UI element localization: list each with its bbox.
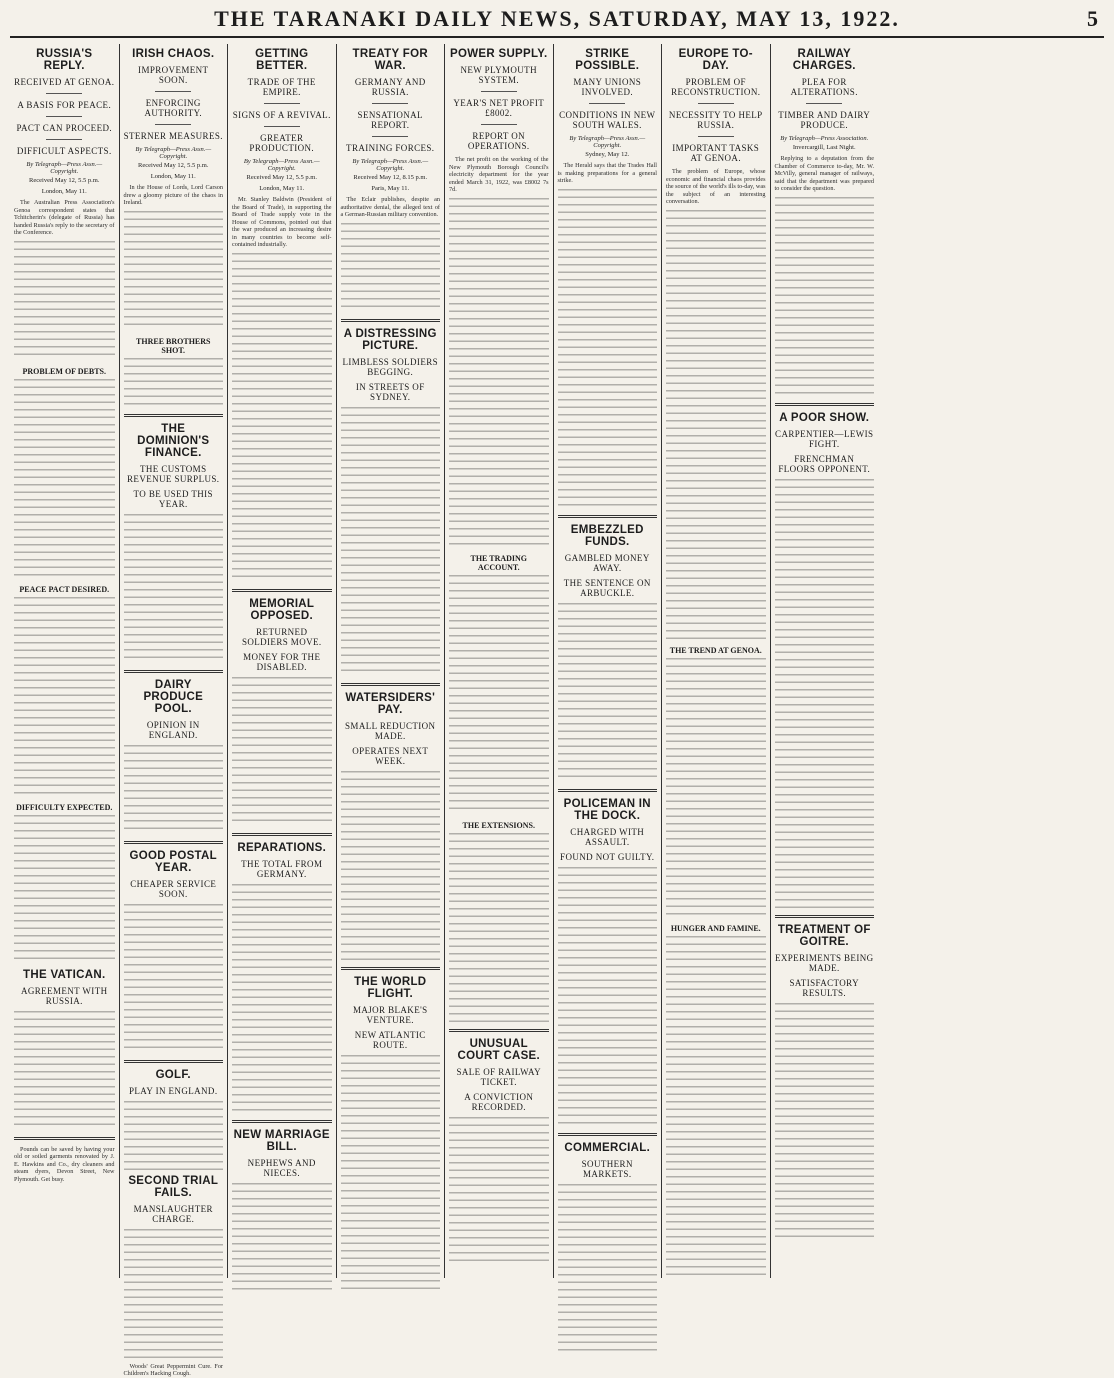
credit-line: By Telegraph—Press Assn.—Copyright. — [569, 135, 646, 149]
page-number: 5 — [1087, 6, 1098, 31]
headline: THE VATICAN. — [23, 968, 106, 981]
headline: EUROPE TO-DAY. — [678, 48, 753, 72]
headline: RUSSIA'S REPLY. — [36, 48, 93, 72]
deck: AGREEMENT WITH RUSSIA. — [20, 985, 108, 1006]
headline: POWER SUPPLY. — [450, 48, 548, 60]
divider — [449, 1029, 549, 1032]
article-text: The net profit on the working of the New Plymouth Borough Council's electricity department for the year ended March 31, 1922, was £8002 7s 7d. — [449, 156, 549, 193]
place-line: London, May 11. — [41, 188, 87, 195]
divider — [558, 515, 658, 518]
headline: GOOD POSTAL YEAR. — [129, 849, 217, 874]
dateline: Received May 12, 8.15 p.m. — [353, 174, 428, 181]
headline: SECOND TRIAL FAILS. — [128, 1174, 219, 1199]
credit-line: By Telegraph—Press Assn.—Copyright. — [135, 146, 212, 160]
deck: EXPERIMENTS BEING MADE. — [774, 952, 874, 973]
deck: RETURNED SOLDIERS MOVE. — [241, 626, 322, 647]
article-text-block — [14, 241, 115, 361]
column-getting-better — [227, 44, 336, 1278]
deck: THE TOTAL FROM GERMANY. — [241, 858, 323, 879]
divider — [124, 414, 224, 417]
headline: EMBEZZLED FUNDS. — [570, 523, 644, 548]
divider — [232, 833, 332, 836]
subheading: THE EXTENSIONS. — [462, 820, 535, 830]
newspaper-title: THE TARANAKI DAILY NEWS, SATURDAY, MAY 13, 1922. — [214, 6, 900, 31]
deck: CONDITIONS IN NEW SOUTH WALES. — [559, 110, 656, 130]
divider — [155, 124, 191, 125]
article-text-block — [558, 1184, 658, 1354]
deck: RECEIVED AT GENOA. — [14, 77, 115, 87]
subheading: HUNGER AND FAMINE. — [670, 923, 761, 933]
subheading: THE TREND AT GENOA. — [669, 645, 762, 655]
deck: SATISFACTORY RESULTS. — [789, 977, 859, 998]
article-text-block — [775, 1003, 875, 1243]
article-text-block — [14, 379, 115, 579]
deck: NEW PLYMOUTH SYSTEM. — [460, 65, 537, 85]
divider — [558, 789, 658, 792]
deck: GAMBLED MONEY AWAY. — [564, 552, 650, 573]
article-text-block — [558, 867, 658, 1127]
article-text-block — [558, 189, 658, 509]
divider — [775, 403, 875, 406]
divider — [372, 103, 408, 104]
deck: IMPORTANT TASKS AT GENOA. — [672, 143, 760, 163]
deck: TO BE USED THIS YEAR. — [133, 488, 213, 509]
deck: PACT CAN PROCEED. — [16, 123, 113, 133]
divider — [14, 1137, 115, 1140]
headline: REPARATIONS. — [237, 841, 327, 854]
deck: SALE OF RAILWAY TICKET. — [456, 1066, 541, 1087]
column-treaty-for-war — [336, 44, 445, 1278]
divider — [124, 841, 224, 844]
deck: NEPHEWS AND NIECES. — [247, 1157, 316, 1178]
headline: POLICEMAN IN THE DOCK. — [563, 797, 651, 822]
divider — [232, 589, 332, 592]
column-europe-to-day — [661, 44, 770, 1278]
deck: SOUTHERN MARKETS. — [581, 1158, 633, 1179]
deck: REPORT ON OPERATIONS. — [467, 131, 530, 151]
advertisement-text: Woods' Great Peppermint Cure. For Children's Hacking Cough. — [123, 1362, 223, 1377]
article-text-block — [232, 1183, 332, 1293]
divider — [341, 319, 441, 322]
article-text-block — [232, 677, 332, 827]
article-text: The Herald says that the Trades Hall is making preparations for a general strike. — [557, 162, 657, 184]
subheading: PROBLEM OF DEBTS. — [22, 366, 106, 376]
subheading: THE TRADING ACCOUNT. — [470, 553, 528, 572]
advertisement-text: Pounds can be saved by having your old or soiled garments renovated by J. E. Hawkins and Co., dry cleaners and steam dyers, Devon Street, New Plymouth. Get busy. — [14, 1145, 115, 1183]
article-text-block — [124, 904, 224, 1054]
divider — [46, 116, 82, 117]
headline: COMMERCIAL. — [564, 1141, 651, 1154]
headline: A POOR SHOW. — [779, 411, 870, 424]
subheading: DIFFICULTY EXPECTED. — [16, 802, 113, 812]
article-text-block — [775, 479, 875, 909]
deck: MONEY FOR THE DISABLED. — [243, 651, 321, 672]
divider — [264, 126, 300, 127]
deck: THE SENTENCE ON ARBUCKLE. — [563, 577, 651, 598]
divider — [232, 1120, 332, 1123]
article-text-block — [449, 575, 549, 815]
article-text-block — [124, 514, 224, 664]
deck: YEAR'S NET PROFIT £8002. — [453, 98, 545, 118]
headline: THE DOMINION'S FINANCE. — [137, 422, 210, 459]
headline: STRIKE POSSIBLE. — [575, 48, 640, 72]
deck: STERNER MEASURES. — [123, 131, 223, 141]
deck: OPINION IN ENGLAND. — [146, 719, 200, 740]
deck: DIFFICULT ASPECTS. — [16, 146, 112, 156]
subheading: THREE BROTHERS SHOT. — [136, 336, 211, 355]
credit-line: By Telegraph—Press Assn.—Copyright. — [26, 161, 103, 175]
article-text-block — [124, 211, 224, 331]
place-line: London, May 11. — [259, 185, 305, 192]
column-strike-possible — [553, 44, 662, 1278]
credit-line: By Telegraph—Press Association. — [780, 135, 869, 142]
article-text-block — [14, 597, 115, 797]
headline: DAIRY PRODUCE POOL. — [143, 678, 204, 715]
article-text-block — [449, 833, 549, 1023]
article-text: Mr. Stanley Baldwin (President of the Board of Trade), in supporting the Board of Trade supply vote in the House of Commons, pointed out that the war produced an increasing desire in many countries to become self-contained industrially. — [232, 196, 332, 248]
column-russias-reply — [10, 44, 119, 1278]
divider — [124, 670, 224, 673]
credit-line: By Telegraph—Press Assn.—Copyright. — [243, 158, 320, 172]
divider — [806, 103, 842, 104]
column-railway-charges — [770, 44, 879, 1278]
deck: IN STREETS OF SYDNEY. — [355, 381, 425, 402]
deck: NEW ATLANTIC ROUTE. — [354, 1029, 426, 1050]
article-text-block — [341, 407, 441, 677]
divider — [155, 91, 191, 92]
divider — [698, 103, 734, 104]
column-power-supply — [444, 44, 553, 1278]
deck: GERMANY AND RUSSIA. — [354, 77, 426, 97]
deck: TRADE OF THE EMPIRE. — [247, 77, 316, 97]
deck: A CONVICTION RECORDED. — [464, 1091, 534, 1112]
divider — [775, 915, 875, 918]
article-text-block — [232, 253, 332, 583]
dateline: Received May 12, 5.5 p.m. — [246, 174, 317, 181]
divider — [341, 967, 441, 970]
subheading: PEACE PACT DESIRED. — [19, 584, 110, 594]
deck: SMALL REDUCTION MADE. — [345, 720, 436, 741]
article-text: The Eclair publishes, despite an authoritative denial, the alleged text of a German-Russian military convention. — [340, 196, 440, 218]
article-text-block — [666, 210, 766, 640]
deck: TRAINING FORCES. — [346, 143, 435, 153]
deck: SIGNS OF A REVIVAL. — [232, 110, 331, 120]
article-text-block — [124, 745, 224, 835]
deck: SENSATIONAL REPORT. — [357, 110, 423, 130]
divider — [46, 139, 82, 140]
headline: WATERSIDERS' PAY. — [345, 691, 436, 716]
article-text: In the House of Lords, Lord Carson drew a gloomy picture of the chaos in Ireland. — [123, 184, 223, 206]
deck: OPERATES NEXT WEEK. — [352, 745, 429, 766]
deck: ENFORCING AUTHORITY. — [144, 98, 203, 118]
article-text-block — [232, 884, 332, 1114]
deck: MANSLAUGHTER CHARGE. — [133, 1203, 213, 1224]
article-text-block — [666, 658, 766, 918]
headline: UNUSUAL COURT CASE. — [457, 1037, 541, 1062]
credit-line: By Telegraph—Press Assn.—Copyright. — [352, 158, 429, 172]
article-text-block — [14, 1011, 115, 1131]
deck: PLAY IN ENGLAND. — [129, 1085, 218, 1096]
headline: TREATMENT OF GOITRE. — [777, 923, 871, 948]
headline: MEMORIAL OPPOSED. — [249, 597, 315, 622]
divider — [341, 683, 441, 686]
deck: IMPROVEMENT SOON. — [138, 65, 209, 85]
deck: LIMBLESS SOLDIERS BEGGING. — [342, 356, 439, 377]
article-text-block — [124, 1229, 224, 1359]
article-text-block — [558, 603, 658, 783]
deck: TIMBER AND DAIRY PRODUCE. — [778, 110, 871, 130]
place-line: Sydney, May 12. — [585, 151, 630, 158]
divider — [698, 136, 734, 137]
deck: A BASIS FOR PEACE. — [17, 100, 112, 110]
article-text-block — [341, 223, 441, 313]
divider — [481, 91, 517, 92]
place-line: London, May 11. — [150, 173, 196, 180]
column-irish-chaos — [119, 44, 228, 1377]
article-text-block — [341, 771, 441, 961]
article-text: The Australian Press Association's Genoa correspondent states that Tchitcherin's (delegate of Russia) has handed Russia's reply to the secretary of the Conference. — [14, 199, 115, 236]
article-text-block — [124, 1101, 224, 1171]
article-text-block — [775, 197, 875, 397]
divider — [124, 1060, 224, 1063]
divider — [481, 124, 517, 125]
headline: GETTING BETTER. — [255, 48, 309, 72]
article-text-block — [14, 815, 115, 965]
deck: CHEAPER SERVICE SOON. — [130, 878, 217, 899]
article-text-block — [124, 358, 224, 408]
deck: NECESSITY TO HELP RUSSIA. — [668, 110, 763, 130]
place-line: Paris, May 11. — [371, 185, 410, 192]
deck: GREATER PRODUCTION. — [249, 133, 315, 153]
headline: THE WORLD FLIGHT. — [354, 975, 427, 1000]
divider — [46, 93, 82, 94]
divider — [589, 103, 625, 104]
headline: A DISTRESSING PICTURE. — [343, 327, 437, 352]
deck: MAJOR BLAKE'S VENTURE. — [352, 1004, 428, 1025]
deck: PROBLEM OF RECONSTRUCTION. — [671, 77, 761, 97]
article-text-block — [449, 198, 549, 548]
headline: TREATY FOR WAR. — [352, 48, 428, 72]
article-text: The problem of Europe, whose economic and financial chaos provides the source of the world's ills to-day, was the subject of an interesting conversation. — [666, 168, 766, 205]
divider — [372, 136, 408, 137]
headline: GOLF. — [155, 1068, 191, 1081]
deck: MANY UNIONS INVOLVED. — [573, 77, 642, 97]
place-line: Invercargill, Last Night. — [792, 144, 856, 151]
deck: CHARGED WITH ASSAULT. — [570, 826, 645, 847]
deck: FRENCHMAN FLOORS OPPONENT. — [778, 453, 871, 474]
dateline: Received May 12, 5.5 p.m. — [138, 162, 209, 169]
deck: THE CUSTOMS REVENUE SURPLUS. — [127, 463, 220, 484]
deck: PLEA FOR ALTERATIONS. — [790, 77, 858, 97]
divider — [558, 1133, 658, 1136]
headline: RAILWAY CHARGES. — [792, 48, 856, 72]
article-text-block — [449, 1117, 549, 1267]
deck: CARPENTIER—LEWIS FIGHT. — [775, 428, 874, 449]
article-text-block — [341, 1055, 441, 1295]
article-text-block — [666, 936, 766, 1276]
dateline: Received May 12, 5.5 p.m. — [29, 177, 100, 184]
divider — [264, 103, 300, 104]
article-text: Replying to a deputation from the Chamber of Commerce to-day, Mr. W. McVilly, general manager of railways, said that the department was prepared to consider the question. — [774, 155, 874, 192]
masthead — [10, 6, 1104, 38]
headline: NEW MARRIAGE BILL. — [233, 1128, 330, 1153]
headline: IRISH CHAOS. — [132, 48, 215, 60]
deck: FOUND NOT GUILTY. — [560, 851, 655, 862]
columns — [10, 44, 1104, 1377]
